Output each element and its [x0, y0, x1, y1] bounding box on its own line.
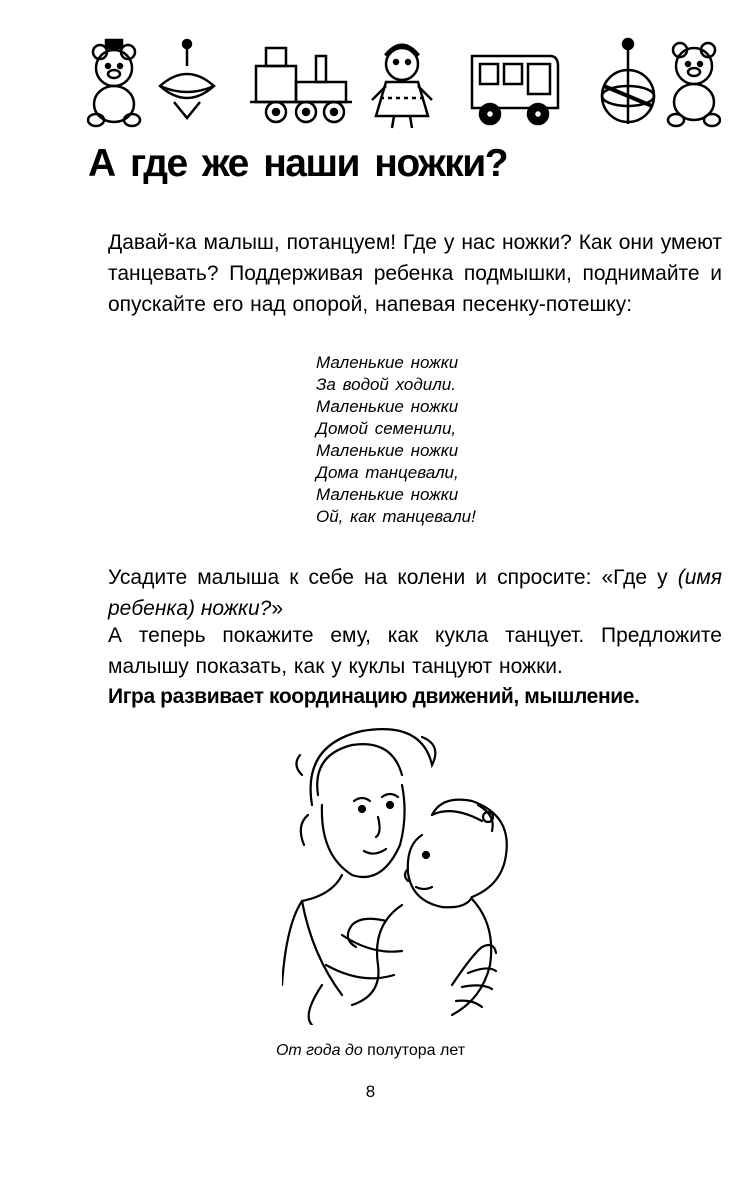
- poem-line: Ой, как танцевали!: [316, 507, 476, 526]
- mother-holding-baby-illustration: [282, 725, 522, 1025]
- question-italic: (имя ребенка) ножки?: [108, 566, 722, 620]
- poem-line: Маленькие ножки: [316, 353, 459, 372]
- poem-line: Маленькие ножки: [316, 485, 459, 504]
- page-title: А где же наши ножки?: [88, 142, 508, 185]
- poem-line: За водой ходили.: [316, 375, 456, 394]
- gyroscope-top-icon: [602, 39, 654, 124]
- poem-line: Маленькие ножки: [316, 441, 459, 460]
- page-number: 8: [365, 1082, 376, 1101]
- teddy-bear-icon: [668, 43, 720, 126]
- question-text: Усадите малыша к себе на колени и спросите: «Где у: [108, 566, 678, 589]
- caption-italic: От года до: [275, 1042, 363, 1059]
- toy-header-strip: [80, 36, 730, 132]
- poem-line: Маленькие ножки: [316, 397, 459, 416]
- question-paragraph: [108, 562, 722, 624]
- teddy-bear-icon: [88, 40, 140, 126]
- age-caption: [0, 1042, 741, 1060]
- poem-line: Дома танцевали,: [316, 463, 459, 482]
- question-end: »: [271, 597, 284, 620]
- doll-icon: [372, 46, 432, 128]
- intro-paragraph: Давай-ка малыш, потанцуем! Где у нас ножки? Как они умеют танцевать? Поддерживая ребенка подмышки, поднимайте и опускайте его над опорой, напевая песенку-потешку:: [108, 231, 722, 316]
- poem-line: Домой семенили,: [316, 419, 457, 438]
- toy-bus-icon: [472, 56, 558, 124]
- skills-paragraph: Игра развивает координацию движений, мышление.: [108, 685, 640, 708]
- toy-train-icon: [250, 48, 352, 122]
- caption-rest: полутора лет: [362, 1042, 466, 1059]
- poem: [316, 352, 476, 528]
- doll-paragraph: А теперь покажите ему, как кукла танцует. Предложите малышу показать, как у куклы танцуют ножки.: [108, 624, 722, 678]
- spinning-top-icon: [160, 40, 214, 118]
